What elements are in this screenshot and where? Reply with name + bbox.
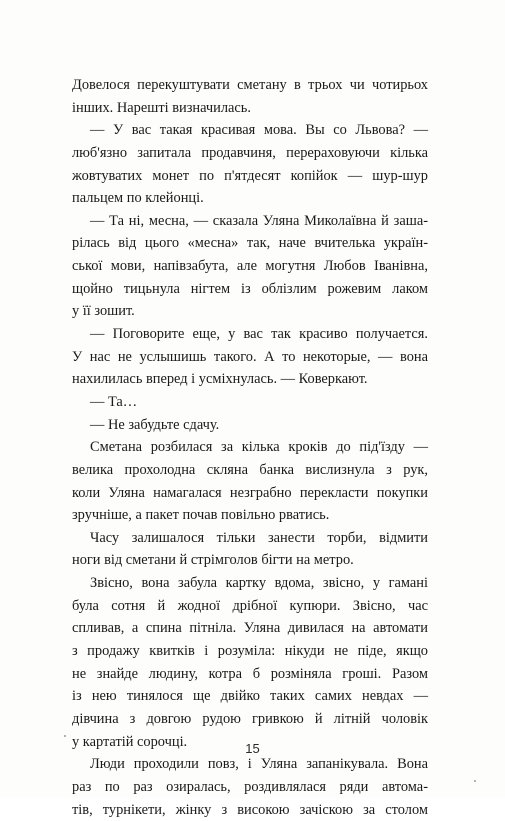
text-line: інших. Нарешті визначилась. — [72, 97, 428, 120]
text-line: Сметана розбилася за кілька кроків до під'їзду — — [72, 436, 428, 459]
text-line: велика прохолодна скляна банка вислизнула з рук, — [72, 459, 428, 482]
text-line: у її зошит. — [72, 300, 428, 323]
text-line: нахилилась вперед і усміхнулась. — Коверкают. — [72, 368, 428, 391]
text-line: — Та ні, месна, — сказала Уляна Миколаївна й заша- — [72, 210, 428, 233]
text-line: ноги від сметани й стрімголов бігти на метро. — [72, 549, 428, 572]
text-line: не знайде людину, котра б розміняла гроші. Разом — [72, 663, 428, 686]
text-line: — У вас такая красивая мова. Вы со Львова? — — [72, 119, 428, 142]
text-line: — Та… — [72, 391, 428, 414]
text-line: дівчина з довгою рудою гривкою й літній чоловік — [72, 708, 428, 731]
text-line: зручніше, а пакет почав повільно рватись. — [72, 504, 428, 527]
text-line: коли Уляна намагалася незграбно перекласти покупки — [72, 482, 428, 505]
text-line: щойно тицьнула нігтем із облізлим рожевим лаком — [72, 278, 428, 301]
text-line: із нею тинялося ще двійко таких самих невдах — — [72, 685, 428, 708]
text-line: раз по раз озиралась, роздивлялася ряди автома- — [72, 776, 428, 799]
text-line: у картатій сорочці. — [72, 731, 428, 754]
text-line: — Не забудьте сдачу. — [72, 414, 428, 437]
text-line: жовтуватих монет по п'ятдесят копійок — шур-шур — [72, 165, 428, 188]
text-line: рілась від цього «месна» так, наче вчителька україн- — [72, 232, 428, 255]
text-line: ської мови, напівзабута, але могутня Любов Іванівна, — [72, 255, 428, 278]
text-line: пальцем по клейонці. — [72, 187, 428, 210]
body-text — [72, 74, 428, 821]
page-number: 15 — [0, 741, 505, 756]
scan-speck — [64, 735, 66, 737]
text-line: з продажу квитків і розуміла: нікуди не піде, якщо — [72, 640, 428, 663]
text-line: Звісно, вона забула картку вдома, звісно, у гамані — [72, 572, 428, 595]
text-line: Часу залишалося тільки занести торби, відмити — [72, 527, 428, 550]
text-line: Люди проходили повз, і Уляна запанікувала. Вона — [72, 753, 428, 776]
text-line: — Поговорите еще, у вас так красиво получается. — [72, 323, 428, 346]
text-line: тів, турнікети, жінку з високою зачіскою за столом — [72, 799, 428, 821]
text-line: була сотня й жодної дрібної купюри. Звісно, час — [72, 595, 428, 618]
scan-speck — [474, 780, 476, 782]
text-line: Довелося перекуштувати сметану в трьох чи чотирьох — [72, 74, 428, 97]
text-line: У нас не услышишь такого. А то некоторые, — вона — [72, 346, 428, 369]
text-line: спливав, а спина пітніла. Уляна дивилася на автомати — [72, 617, 428, 640]
text-line: люб'язно запитала продавчиня, перераховуючи кілька — [72, 142, 428, 165]
